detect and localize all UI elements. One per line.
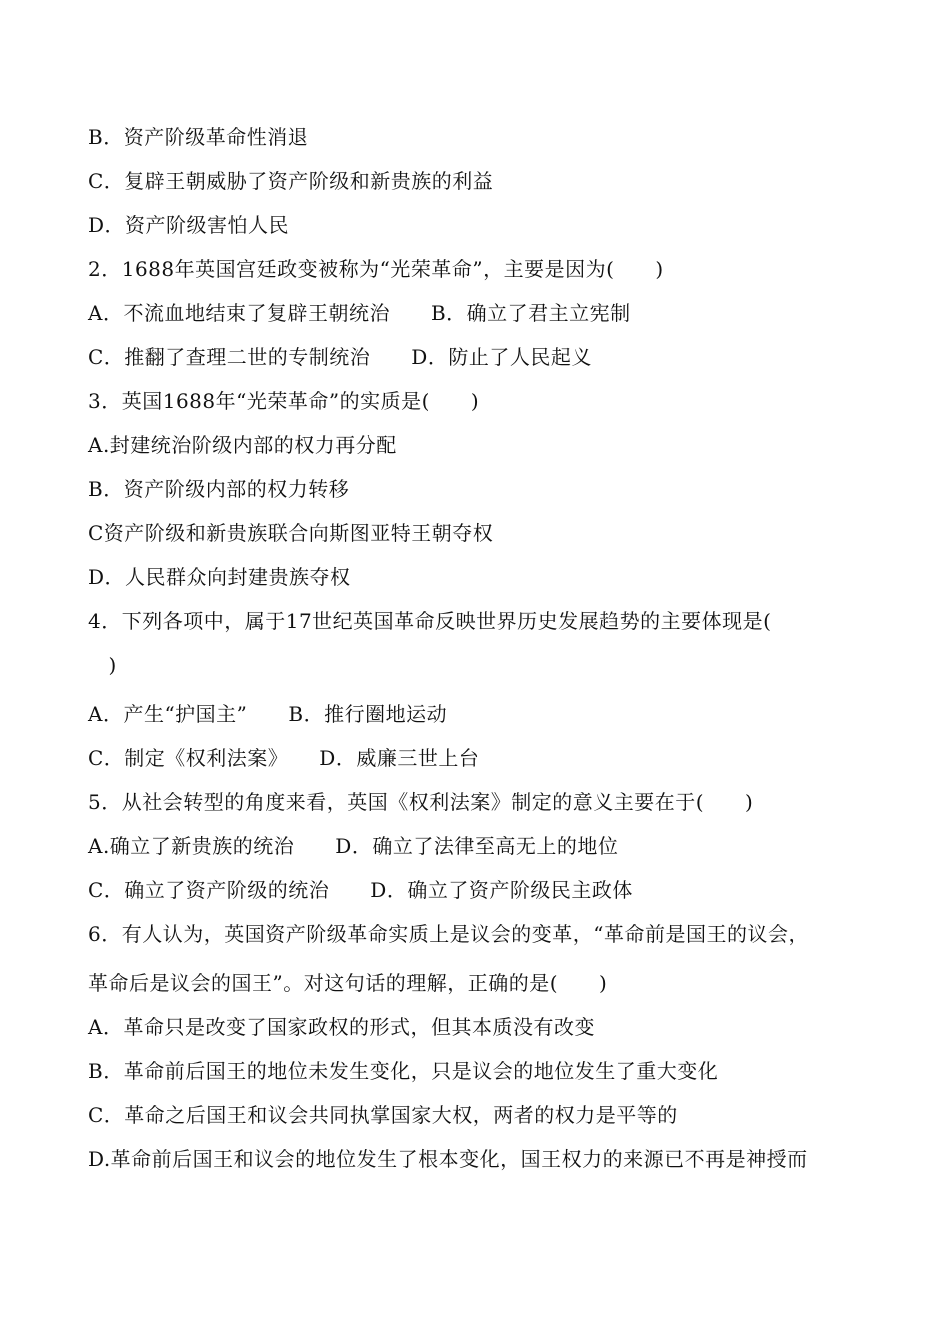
q4-options-cd: C．制定《权利法案》 D．威廉三世上台 [88, 746, 480, 770]
q1-option-d: D．资产阶级害怕人民 [88, 213, 290, 237]
question-6: 6．有人认为，英国资产阶级革命实质上是议会的变革，“革命前是国王的议会， [88, 922, 809, 946]
q2-options-cd: C．推翻了查理二世的专制统治 D．防止了人民起义 [88, 345, 592, 369]
q3-option-b: B．资产阶级内部的权力转移 [88, 477, 350, 501]
q3-option-d: D．人民群众向封建贵族夺权 [88, 565, 351, 589]
q6-option-c: C．革命之后国王和议会共同执掌国家大权，两者的权力是平等的 [88, 1103, 678, 1127]
question-4: 4．下列各项中，属于17世纪英国革命反映世界历史发展趋势的主要体现是( [88, 609, 772, 633]
q4-options-ab: A．产生“护国主” B．推行圈地运动 [88, 702, 448, 726]
q3-option-c: C资产阶级和新贵族联合向斯图亚特王朝夺权 [88, 521, 494, 545]
q1-option-c: C．复辟王朝威胁了资产阶级和新贵族的利益 [88, 169, 494, 193]
question-3: 3．英国1688年“光荣革命”的实质是( ) [88, 389, 480, 413]
q5-options-ad: A.确立了新贵族的统治 D．确立了法律至高无上的地位 [88, 834, 619, 858]
question-5: 5．从社会转型的角度来看，英国《权利法案》制定的意义主要在于( ) [88, 790, 754, 814]
q6-option-d: D.革命前后国王和议会的地位发生了根本变化，国王权力的来源已不再是神授而 [88, 1147, 808, 1171]
q6-option-a: A．革命只是改变了国家政权的形式，但其本质没有改变 [88, 1015, 595, 1039]
q3-option-a: A.封建统治阶级内部的权力再分配 [88, 433, 397, 457]
question-6-continued: 革命后是议会的国王”。对这句话的理解，正确的是( ) [88, 971, 608, 995]
q1-option-b: B．资产阶级革命性消退 [88, 125, 309, 149]
q2-options-ab: A．不流血地结束了复辟王朝统治 B．确立了君主立宪制 [88, 301, 631, 325]
question-2: 2．1688年英国宫廷政变被称为“光荣革命”，主要是因为( ) [88, 257, 664, 281]
q5-options-cd: C．确立了资产阶级的统治 D．确立了资产阶级民主政体 [88, 878, 633, 902]
q6-option-b: B．革命前后国王的地位未发生变化，只是议会的地位发生了重大变化 [88, 1059, 719, 1083]
question-4-continued: ) [88, 653, 117, 677]
